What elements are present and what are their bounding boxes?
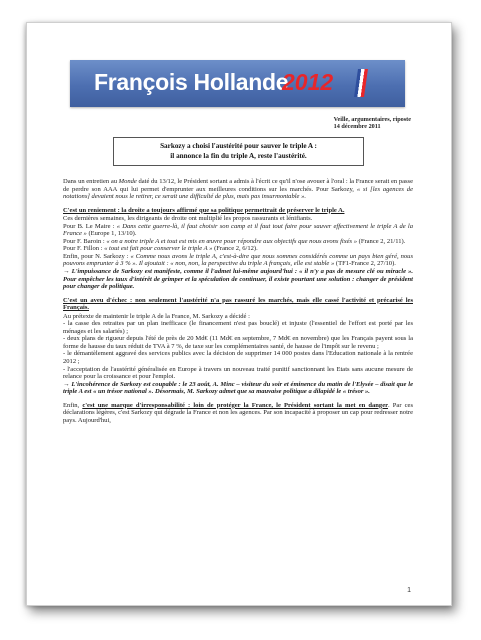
document-title: [113, 137, 364, 166]
quote-source: (France 2, 6/12).: [212, 245, 258, 253]
quote-speaker: Pour B. Le Maire :: [63, 222, 117, 230]
document-body: [63, 178, 413, 430]
french-flag-icon: [354, 69, 368, 97]
intro-quote: « si [les agences de notations] devaient nous le retirer, ce serait une difficulté de plus, mais pas insurmontable ».: [63, 185, 413, 201]
quote-text: « Comme nous avons le triple A, c'est-à-dire que nous sommes considérés comme un pays bien géré, nous pouvons emprunter à 3 % ». Il ajoutait : « non, non, la perspective du triple A français, elle est stable »: [63, 252, 413, 268]
list-item: - la casse des retraites par un plan inefficace (le financement n'est pas bouclé) et injuste (l'essentiel de l'effort est porté par les ménages et les salariés) ;: [63, 320, 413, 335]
section-2-heading: C'est un aveu d'échec : non seulement l'austérité n'a pas rassuré les marchés, mais elle cassé l'activité et précarisé les Français.: [63, 296, 413, 312]
title-line-1: Sarkozy a choisi l'austérité pour sauver le triple A :: [160, 142, 317, 150]
quote-text: « Dans cette guerre-là, il faut choisir son camp et il faut tout faire pour sauver effectivement le triple A de la France »: [63, 222, 413, 238]
quote-text: « tout est fait pour conserver le triple A »: [104, 245, 213, 253]
list-item: - le démantèlement aggravé des services publics avec la décision de supprimer 14 000 postes dans l'Education nationale à la rentrée 2012 ;: [63, 350, 413, 366]
quote-source: (Europe 1, 13/10).: [86, 230, 137, 238]
banner-name: François Hollande: [94, 69, 289, 95]
list-item: - l'acceptation de l'austérité généralisée en Europe à travers un nouveau traité punitif sanctionnant les Etats sans aucune mesure de relance pour la croissance et pour l'emploi.: [63, 365, 413, 381]
section-1-text: Ces dernières semaines, les dirigeants de droite ont multiplié les propos rassurants et lénifiants.: [63, 215, 313, 223]
document-page: [26, 22, 452, 606]
quote-source: (France 2, 21/11).: [357, 237, 406, 245]
campaign-banner: [70, 60, 405, 107]
section-3-paragraph: [63, 402, 413, 425]
list-item: - deux plans de rigueur depuis l'été de près de 20 Md€ (11 Md€ en septembre, 7 Md€ en novembre) que les Français payent sous la forme de hausse du taux réduit de TVA à 7 %, de taxe sur les complémentaires santé, de hausse de l'impôt sur le revenu ;: [63, 335, 413, 350]
intro-paragraph: [63, 178, 413, 201]
section-2-conclusion: → L'incohérence de Sarkozy est coupable : le 23 août, A. Minc – visiteur du soir et éminence du matin de l'Elysée – disait que le triple A est « un trésor national ». Désormais, M. Sarkozy admet que sa mauvaise politique a dilapidé le « trésor ».: [63, 380, 413, 396]
banner-year: 2012: [282, 69, 334, 95]
section-3-text-2: . Par ces déclarations légères, c'est Sarkozy qui dégrade la France et non les agences. Par son incapacité à proposer un cap pour redresser notre pays. Aujourd'hui,: [63, 401, 413, 424]
document-meta: [334, 116, 411, 131]
quote-speaker: Pour F. Fillon :: [63, 245, 105, 253]
meta-date: 14 décembre 2011: [333, 123, 381, 131]
intro-newspaper: Monde: [118, 178, 137, 185]
quote-fillon: [63, 245, 413, 253]
quote-baroin: [63, 238, 413, 246]
quote-text: « on a notre triple A et tout est mis en œuvre pour répondre aux objectifs que nous avons fixés »: [106, 237, 358, 245]
section-2-intro: Au prétexte de maintenir le triple A de la France, M. Sarkozy a décidé :: [63, 312, 250, 320]
intro-text: Dans un entretien au: [63, 178, 119, 185]
quote-speaker: Pour F. Baroin :: [63, 237, 107, 245]
section-1-conclusion: → L'impuissance de Sarkozy est manifeste, comme il l'admet lui-même aujourd'hui : « il n'y a pas de mesure clé ou miracle ». Pour empêcher les taux d'intérêt de grimper et la spéculation de continuer, il existe pourtant une solution : changer de président pour changer de politique.: [63, 268, 413, 291]
page-number: 1: [407, 587, 411, 594]
intro-text-2: daté du 13/12, le Président sortant a admis à l'écrit ce qu'il n'ose avouer à l'oral : la France serait en passe de perdre son AAA qui lui permet d'emprunter aux meilleures conditions sur les marchés. Pour Sarkozy,: [63, 178, 413, 193]
meta-category: Veille, argumentaires, riposte: [333, 116, 411, 123]
title-line-2: il annonce la fin du triple A, reste l'austérité.: [170, 151, 307, 160]
quote-source: (TF1-France 2, 27/10).: [334, 260, 396, 268]
section-3-text: Enfin,: [63, 401, 83, 409]
section-1-heading: C'est un reniement : la droite a toujours affirmé que sa politique permettrait de préserver le triple A.: [63, 206, 345, 214]
quote-speaker: Enfin, pour N. Sarkozy :: [63, 252, 131, 260]
quote-le-maire: [63, 223, 413, 238]
quote-sarkozy: [63, 253, 413, 268]
section-3-highlight: c'est une marque d'irresponsabilité : loin de protéger la France, le Président sortant la met en danger: [82, 401, 389, 409]
